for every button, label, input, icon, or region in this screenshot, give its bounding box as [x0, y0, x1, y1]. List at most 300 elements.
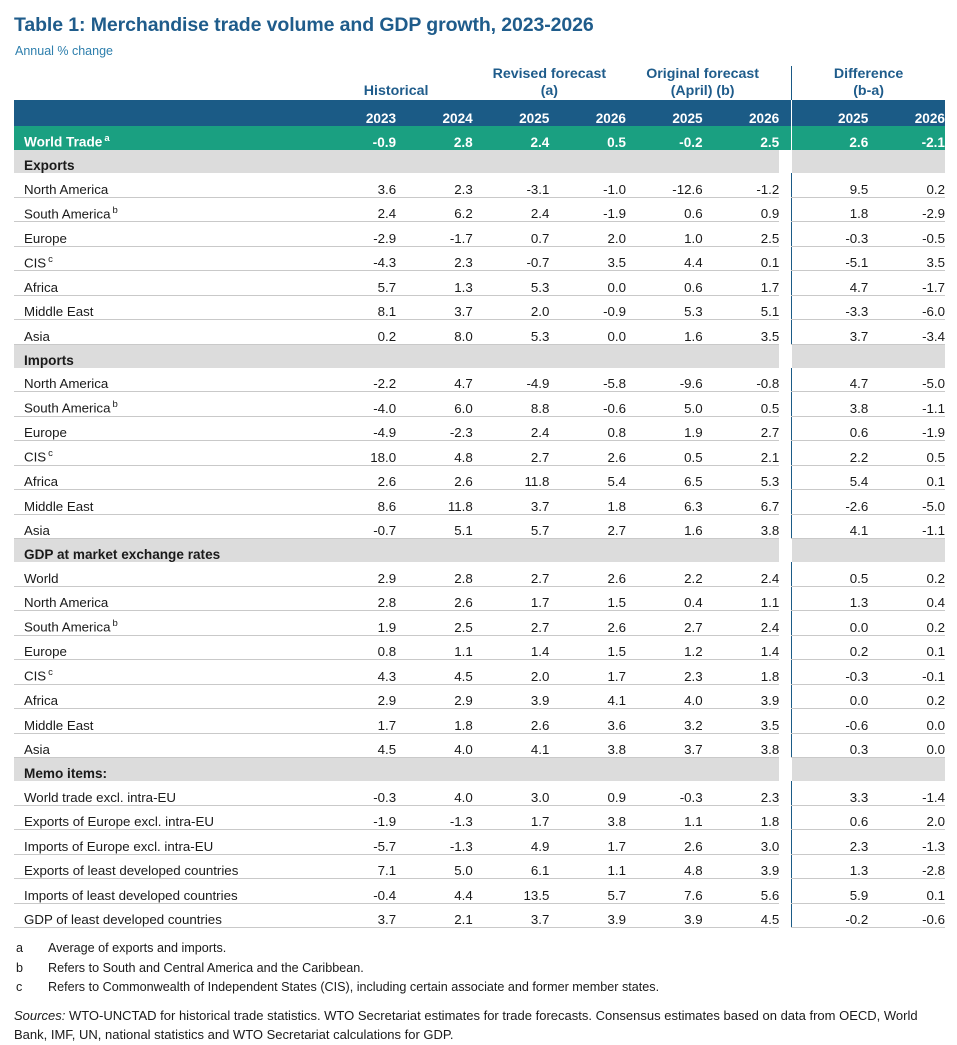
cell-value: 0.2: [868, 611, 945, 636]
table-row: [14, 635, 945, 660]
cell-value: 0.5: [703, 392, 780, 417]
column-header-row: [14, 100, 945, 126]
column-header-revised-2026: 2026: [549, 100, 626, 126]
cell-value: -0.6: [549, 392, 626, 417]
cell-value: 0.8: [319, 635, 396, 660]
footnote-key-b: b: [16, 960, 24, 975]
cell-value: -0.3: [792, 222, 869, 247]
column-group-header-row: [14, 66, 945, 100]
cell-gap: [779, 246, 791, 271]
cell-value: 4.0: [396, 781, 473, 805]
world-trade-label: [14, 126, 319, 150]
section-header-cell: [703, 150, 780, 173]
cell-value: 2.6: [549, 441, 626, 466]
cell-gap: [779, 903, 791, 928]
row-label-text: Africa: [24, 279, 58, 295]
section-header-cell: [319, 344, 396, 368]
row-label-text: North America: [24, 376, 109, 391]
section-header-cell: [626, 539, 703, 563]
section-header-cell: [792, 539, 869, 563]
row-label-text: North America: [24, 181, 109, 197]
cell-value: 1.5: [549, 635, 626, 660]
cell-gap: [779, 441, 791, 466]
cell-value: 5.3: [473, 320, 550, 345]
cell-value: 0.0: [868, 733, 945, 758]
cell-value: 8.1: [319, 295, 396, 320]
row-label: [14, 514, 319, 539]
cell-value: 2.4: [703, 562, 780, 586]
row-label: [14, 392, 319, 417]
row-footnote-marker: b: [112, 204, 118, 216]
section-header-cell: [792, 758, 869, 782]
cell-value: 8.0: [396, 320, 473, 345]
cell-value: -0.1: [868, 660, 945, 685]
cell-value: 5.3: [703, 465, 780, 490]
cell-value: 1.7: [473, 805, 550, 830]
cell-gap: [779, 392, 791, 417]
group-header-original-line2: (April) (b): [670, 83, 735, 99]
section-header-gap: [779, 344, 791, 368]
cell-value: 2.6: [549, 562, 626, 586]
cell-value: 5.4: [549, 465, 626, 490]
cell-value: 0.2: [868, 562, 945, 586]
section-header-cell: [473, 539, 550, 563]
cell-value: 3.8: [703, 733, 780, 758]
cell-value: 0.1: [703, 246, 780, 271]
row-label: [14, 222, 319, 247]
cell-value: -1.3: [396, 805, 473, 830]
row-label: [14, 416, 319, 441]
cell-gap: [779, 879, 791, 904]
column-header-diff-2026: 2026: [868, 100, 945, 126]
section-header-row: [14, 150, 945, 173]
cell-value: 0.4: [626, 586, 703, 611]
group-header-original-forecast: [626, 66, 779, 100]
cell-value: -2.3: [396, 416, 473, 441]
section-header-cell: [473, 758, 550, 782]
section-title: Exports: [14, 150, 319, 173]
section-header-row: [14, 758, 945, 782]
world-trade-label-text: World Trade: [24, 135, 103, 150]
row-label: [14, 465, 319, 490]
row-footnote-marker: c: [48, 448, 53, 460]
cell-value: 2.3: [626, 660, 703, 685]
row-footnote-marker: b: [112, 399, 118, 411]
cell-value: 3.8: [703, 514, 780, 539]
cell-value: -0.4: [319, 879, 396, 904]
cell-value: 1.8: [792, 197, 869, 222]
cell-value: 8.8: [473, 392, 550, 417]
cell-value: 1.7: [703, 271, 780, 296]
section-header-cell: [868, 150, 945, 173]
row-label-text: Europe: [24, 230, 67, 246]
row-label: [14, 781, 319, 805]
cell-value: 1.3: [792, 854, 869, 879]
world-trade-value-6: 2.6: [792, 126, 869, 150]
row-label-text: Europe: [24, 644, 67, 659]
cell-value: 5.3: [626, 295, 703, 320]
cell-value: 6.5: [626, 465, 703, 490]
cell-value: 2.7: [473, 611, 550, 636]
cell-value: 0.1: [868, 879, 945, 904]
cell-gap: [779, 562, 791, 586]
cell-value: 0.0: [792, 684, 869, 709]
cell-value: 8.6: [319, 490, 396, 515]
section-header-cell: [792, 150, 869, 173]
cell-value: -12.6: [626, 173, 703, 197]
cell-value: 3.8: [549, 805, 626, 830]
section-header-cell: [396, 344, 473, 368]
cell-value: 2.3: [396, 246, 473, 271]
section-header-cell: [549, 539, 626, 563]
cell-gap: [779, 854, 791, 879]
cell-value: 2.3: [396, 173, 473, 197]
row-label-text: World: [24, 570, 59, 586]
cell-value: 0.5: [868, 441, 945, 466]
cell-value: 0.4: [868, 586, 945, 611]
cell-value: 3.9: [549, 903, 626, 928]
cell-value: 4.1: [792, 514, 869, 539]
sources-text: WTO-UNCTAD for historical trade statistics. WTO Secretariat estimates for trade forecasts. Consensus estimates based on data from OECD, World Bank, IMF, UN, national statistics and WTO Secretariat calculations for GDP.: [14, 1007, 918, 1042]
section-header-cell: [703, 758, 780, 782]
cell-value: -4.9: [319, 416, 396, 441]
row-label: [14, 684, 319, 709]
cell-value: -0.8: [703, 368, 780, 392]
cell-value: 4.9: [473, 830, 550, 855]
cell-value: 0.3: [792, 733, 869, 758]
cell-value: 5.4: [792, 465, 869, 490]
trade-gdp-table: [14, 66, 945, 928]
table-row: [14, 514, 945, 539]
column-header-revised-2025: 2025: [473, 100, 550, 126]
cell-value: 0.1: [868, 465, 945, 490]
cell-value: 0.8: [549, 416, 626, 441]
sources-label: Sources:: [14, 1007, 66, 1023]
row-label: [14, 173, 319, 197]
section-header-cell: [473, 344, 550, 368]
cell-value: 0.2: [319, 320, 396, 345]
table-row: [14, 490, 945, 515]
section-header-cell: [703, 539, 780, 563]
cell-value: 3.0: [703, 830, 780, 855]
cell-value: 1.3: [792, 586, 869, 611]
footnotes: [14, 939, 945, 998]
footnote-item: [16, 959, 945, 979]
table-row: [14, 320, 945, 345]
cell-gap: [779, 222, 791, 247]
cell-value: -4.3: [319, 246, 396, 271]
cell-value: -6.0: [868, 295, 945, 320]
cell-value: -0.6: [792, 709, 869, 734]
cell-value: 3.0: [473, 781, 550, 805]
footnote-text-b: Refers to South and Central America and the Caribbean.: [48, 960, 364, 975]
cell-value: 2.9: [319, 684, 396, 709]
cell-value: -5.8: [549, 368, 626, 392]
cell-value: 0.2: [868, 173, 945, 197]
cell-value: 2.3: [792, 830, 869, 855]
cell-value: -0.9: [549, 295, 626, 320]
cell-gap: [779, 416, 791, 441]
cell-value: 0.5: [626, 441, 703, 466]
cell-gap: [779, 733, 791, 758]
cell-value: -0.7: [319, 514, 396, 539]
cell-value: 1.7: [319, 709, 396, 734]
cell-value: 4.5: [319, 733, 396, 758]
footnote-text-c: Refers to Commonwealth of Independent States (CIS), including certain associate and former member states.: [48, 980, 660, 994]
row-label: [14, 246, 319, 271]
row-label: [14, 660, 319, 685]
cell-value: 4.7: [792, 271, 869, 296]
row-label-text: Africa: [24, 693, 58, 708]
cell-value: 2.1: [703, 441, 780, 466]
cell-value: 2.6: [473, 709, 550, 734]
cell-value: 2.2: [792, 441, 869, 466]
section-header-cell: [396, 150, 473, 173]
cell-value: 2.7: [626, 611, 703, 636]
row-footnote-marker: b: [112, 618, 118, 630]
cell-value: 5.7: [549, 879, 626, 904]
cell-value: -2.9: [319, 222, 396, 247]
cell-value: 1.0: [626, 222, 703, 247]
row-label: [14, 805, 319, 830]
cell-value: 1.1: [549, 854, 626, 879]
section-header-cell: [396, 758, 473, 782]
group-header-difference-line1: Difference: [833, 66, 904, 82]
cell-value: 2.7: [473, 562, 550, 586]
cell-value: 2.7: [549, 514, 626, 539]
table-row: [14, 611, 945, 636]
cell-gap: [779, 295, 791, 320]
cell-value: -2.9: [868, 197, 945, 222]
column-header-original-2025: 2025: [626, 100, 703, 126]
cell-value: -1.9: [868, 416, 945, 441]
cell-value: 0.2: [792, 635, 869, 660]
table-row: [14, 222, 945, 247]
world-trade-footnote-marker: a: [104, 133, 110, 145]
cell-value: -3.4: [868, 320, 945, 345]
cell-value: 1.9: [626, 416, 703, 441]
row-label: [14, 490, 319, 515]
cell-value: 3.2: [626, 709, 703, 734]
group-header-gap: [779, 66, 791, 100]
table-row: [14, 295, 945, 320]
cell-value: 2.6: [626, 830, 703, 855]
footnote-text-a: Average of exports and imports.: [48, 941, 227, 955]
cell-value: 2.3: [703, 781, 780, 805]
section-header-cell: [473, 150, 550, 173]
row-label: [14, 854, 319, 879]
cell-value: -0.7: [473, 246, 550, 271]
cell-value: -0.3: [319, 781, 396, 805]
section-header-gap: [779, 150, 791, 173]
row-label: [14, 709, 319, 734]
table-row: [14, 368, 945, 392]
section-header-gap: [779, 758, 791, 782]
cell-gap: [779, 197, 791, 222]
cell-value: 4.5: [703, 903, 780, 928]
row-label-text: Middle East: [24, 498, 94, 514]
section-header-row: [14, 344, 945, 368]
cell-value: 3.9: [473, 684, 550, 709]
table-row: [14, 660, 945, 685]
row-label: [14, 635, 319, 660]
footnote-item: [16, 978, 945, 998]
cell-value: 6.1: [473, 854, 550, 879]
cell-value: -0.2: [792, 903, 869, 928]
cell-value: -0.5: [868, 222, 945, 247]
page-subtitle: Annual % change: [15, 44, 113, 58]
table-row: [14, 805, 945, 830]
page-title: Table 1: Merchandise trade volume and GDP growth, 2023-2026: [14, 14, 594, 36]
cell-value: 1.1: [626, 805, 703, 830]
cell-value: -0.3: [626, 781, 703, 805]
cell-value: -1.7: [396, 222, 473, 247]
cell-gap: [779, 586, 791, 611]
cell-value: 0.0: [549, 320, 626, 345]
cell-value: -3.3: [792, 295, 869, 320]
cell-value: 4.3: [319, 660, 396, 685]
sources-note: [14, 1006, 945, 1045]
cell-value: 2.6: [396, 586, 473, 611]
world-trade-value-3: 0.5: [549, 126, 626, 150]
cell-value: 1.3: [396, 271, 473, 296]
cell-value: 2.0: [868, 805, 945, 830]
cell-value: 2.8: [396, 562, 473, 586]
column-header-original-2026: 2026: [703, 100, 780, 126]
row-label-text: Middle East: [24, 717, 94, 733]
row-label-text: South America: [24, 206, 111, 221]
section-title: GDP at market exchange rates: [14, 539, 319, 563]
group-header-difference: [792, 66, 945, 100]
cell-gap: [779, 635, 791, 660]
cell-value: 2.1: [396, 903, 473, 928]
group-header-original-line1: Original forecast: [646, 66, 759, 82]
world-trade-gap: [779, 126, 791, 150]
group-header-difference-line2: (b-a): [853, 83, 884, 99]
row-label-text: Asia: [24, 328, 50, 344]
cell-value: 3.8: [792, 392, 869, 417]
cell-value: 2.5: [703, 222, 780, 247]
world-trade-value-2: 2.4: [473, 126, 550, 150]
cell-value: 1.5: [549, 586, 626, 611]
section-header-cell: [319, 150, 396, 173]
column-header-blank: [14, 100, 319, 126]
section-header-cell: [626, 150, 703, 173]
cell-value: 3.7: [626, 733, 703, 758]
cell-value: -1.4: [868, 781, 945, 805]
cell-value: 3.6: [319, 173, 396, 197]
cell-value: 4.7: [396, 368, 473, 392]
row-label-text: Middle East: [24, 304, 94, 319]
row-label-text: North America: [24, 595, 109, 610]
world-trade-value-4: -0.2: [626, 126, 703, 150]
cell-value: 2.9: [396, 684, 473, 709]
cell-value: -1.3: [868, 830, 945, 855]
section-header-cell: [868, 758, 945, 782]
cell-value: 2.2: [626, 562, 703, 586]
cell-value: 5.1: [703, 295, 780, 320]
row-label-text: Exports of least developed countries: [24, 863, 239, 878]
cell-value: 0.0: [868, 709, 945, 734]
cell-gap: [779, 611, 791, 636]
row-label: [14, 611, 319, 636]
cell-value: 2.0: [549, 222, 626, 247]
cell-value: 1.1: [703, 586, 780, 611]
table-row: [14, 709, 945, 734]
cell-value: 5.0: [396, 854, 473, 879]
table-row: [14, 197, 945, 222]
section-header-cell: [626, 758, 703, 782]
cell-value: -1.1: [868, 514, 945, 539]
table-row: [14, 271, 945, 296]
cell-value: 3.5: [703, 709, 780, 734]
row-label: [14, 368, 319, 392]
cell-value: 3.6: [549, 709, 626, 734]
table-row: [14, 416, 945, 441]
cell-value: 1.8: [703, 660, 780, 685]
cell-value: -2.6: [792, 490, 869, 515]
section-header-gap: [779, 539, 791, 563]
cell-value: -2.2: [319, 368, 396, 392]
cell-value: 3.9: [703, 684, 780, 709]
group-header-historical: [319, 66, 472, 100]
cell-value: 1.8: [703, 805, 780, 830]
cell-value: 1.7: [549, 830, 626, 855]
world-trade-value-1: 2.8: [396, 126, 473, 150]
row-label: [14, 271, 319, 296]
cell-value: 2.8: [319, 586, 396, 611]
cell-value: 6.0: [396, 392, 473, 417]
cell-value: 3.7: [396, 295, 473, 320]
cell-value: 11.8: [473, 465, 550, 490]
cell-value: 4.8: [626, 854, 703, 879]
cell-value: -2.8: [868, 854, 945, 879]
row-label-text: CIS: [24, 255, 47, 270]
row-footnote-marker: c: [48, 253, 53, 265]
cell-value: 2.4: [703, 611, 780, 636]
cell-value: 1.8: [396, 709, 473, 734]
cell-gap: [779, 660, 791, 685]
column-header-gap: [779, 100, 791, 126]
cell-value: 1.7: [473, 586, 550, 611]
cell-value: 5.6: [703, 879, 780, 904]
cell-value: 2.4: [473, 416, 550, 441]
cell-value: 1.8: [549, 490, 626, 515]
column-header-hist-2023: 2023: [319, 100, 396, 126]
cell-gap: [779, 320, 791, 345]
table-row: [14, 854, 945, 879]
cell-value: 3.7: [473, 903, 550, 928]
cell-value: 4.4: [626, 246, 703, 271]
cell-value: 0.6: [626, 271, 703, 296]
table-row: [14, 173, 945, 197]
row-label: [14, 733, 319, 758]
row-label-text: CIS: [24, 668, 47, 684]
cell-value: 0.6: [792, 805, 869, 830]
cell-gap: [779, 781, 791, 805]
cell-value: 1.4: [473, 635, 550, 660]
cell-value: 1.7: [549, 660, 626, 685]
row-label-text: Asia: [24, 523, 50, 538]
cell-value: 4.7: [792, 368, 869, 392]
cell-value: -5.0: [868, 368, 945, 392]
footnote-item: [16, 939, 945, 959]
cell-gap: [779, 271, 791, 296]
cell-value: -1.3: [396, 830, 473, 855]
cell-value: 0.1: [868, 635, 945, 660]
cell-value: 3.5: [549, 246, 626, 271]
section-header-cell: [703, 344, 780, 368]
